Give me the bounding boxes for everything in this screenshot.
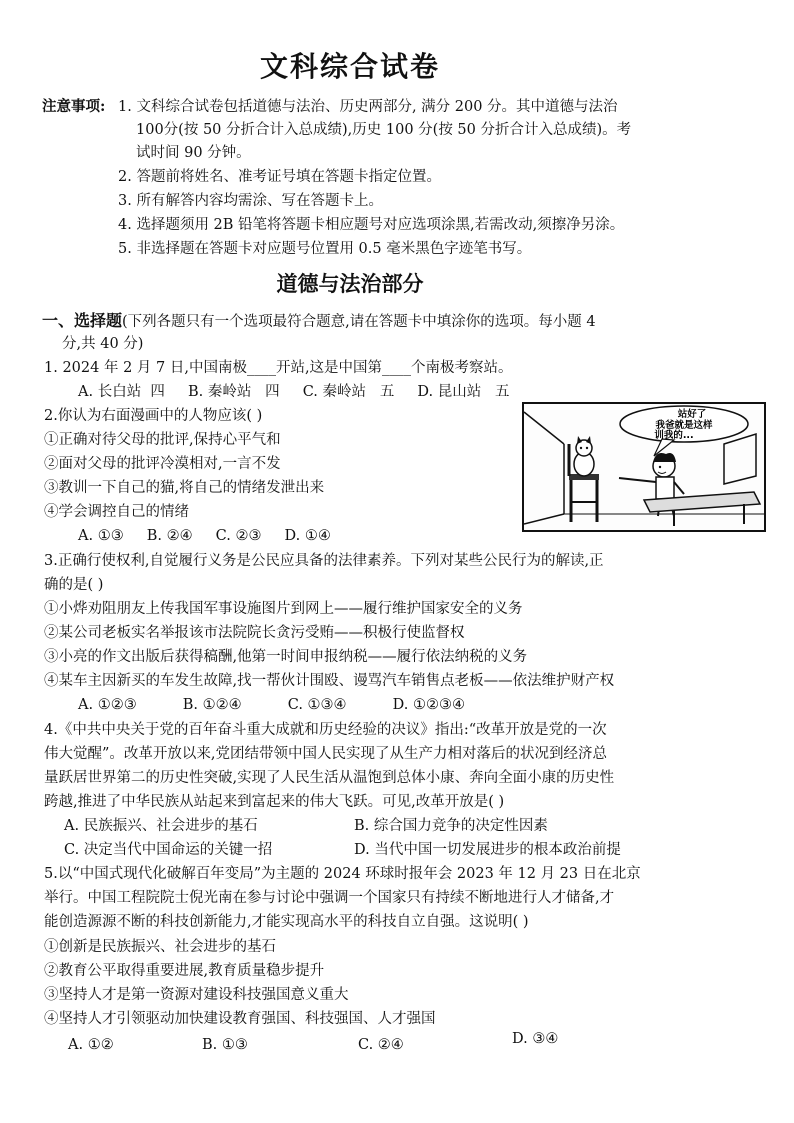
q4-stem-1: 4.《中共中央关于党的百年奋斗重大成就和历史经验的决议》指出:“改革开放是党的一次 [44,722,607,738]
q5-statement-4: ④坚持人才引领驱动加快建设教育强国、科技强国、人才强国 [44,1011,436,1027]
q3-options: A. ①②③ B. ①②④ C. ①③④ D. ①②③④ [78,697,465,713]
notice-label: 注意事项: [42,98,106,115]
q5-option-c: C. ②④ [358,1037,404,1053]
bubble-line-1: 站好了 [677,409,707,420]
q3-stem-cont: 确的是( ) [44,577,104,593]
q2-statement-4: ④学会调控自己的情绪 [44,504,189,520]
q3-statement-4: ④某车主因新买的车发生故障,找一帮伙计围殴、谩骂汽车销售点老板——依法维护财产权 [44,673,615,689]
q5-stem-2: 举行。中国工程院院士倪光南在参与讨论中强调一个国家只有持续不断地进行人才储备,才 [44,890,615,906]
cartoon-image [522,402,766,532]
q5-statement-1: ①创新是民族振兴、社会进步的基石 [44,939,276,955]
q2-stem: 2.你认为右面漫画中的人物应该( ) [44,408,263,424]
q2-statement-3: ③教训一下自己的猫,将自己的情绪发泄出来 [44,480,325,496]
q2-statement-2: ②面对父母的批评冷漠相对,一言不发 [44,456,281,472]
q4-option-b: B. 综合国力竞争的决定性因素 [354,818,548,834]
cartoon-drawing [524,404,764,530]
part-label: 一、选择题 [42,311,123,330]
q4-option-c: C. 决定当代中国命运的关键一招 [64,842,273,858]
q3-statement-3: ③小亮的作文出版后获得稿酬,他第一时间申报纳税——履行依法纳税的义务 [44,649,528,665]
part-desc: (下列各题只有一个选项最符合题意,请在答题卡中填涂你的选项。每小题 4 [122,314,596,330]
notice-item-1-cont: 100分(按 50 分折合计入总成绩),历史 100 分(按 50 分折合计入总成绩)。考 [136,122,632,138]
q5-statement-2: ②教育公平取得重要进展,教育质量稳步提升 [44,963,325,979]
notice-item-5: 5. 非选择题在答题卡对应题号位置用 0.5 毫米黑色字迹笔书写。 [118,241,532,257]
q3-statement-2: ②某公司老板实名举报该市法院院长贪污受贿——积极行使监督权 [44,625,465,641]
q1-stem: 1. 2024 年 2 月 7 日,中国南极____开站,这是中国第____个南极考察站。 [44,360,513,376]
q2-options: A. ①③ B. ②④ C. ②③ D. ①④ [78,528,331,544]
notice-item-2: 2. 答题前将姓名、准考证号填在答题卡指定位置。 [118,169,441,185]
part-desc-cont: 分,共 40 分) [62,336,144,352]
q1-options: A. 长白站 四 B. 秦岭站 四 C. 秦岭站 五 D. 昆山站 五 [78,384,510,400]
q4-stem-3: 量跃居世界第二的历史性突破,实现了人民生活从温饱到总体小康、奔向全面小康的历史性 [44,770,615,786]
q5-stem-1: 5.以“中国式现代化破解百年变局”为主题的 2024 环球时报年会 2023 年 12 月 23 日在北京 [44,866,641,882]
notice-item-1-cont2: 试时间 90 分钟。 [136,145,251,161]
q4-stem-2: 伟大觉醒”。改革开放以来,党团结带领中国人民实现了从生产力相对落后的状况到经济总 [44,746,608,762]
q4-stem-4: 跨越,推进了中华民族从站起来到富起来的伟大飞跃。可见,改革开放是( ) [44,794,505,810]
q5-stem-3: 能创造源源不断的科技创新能力,才能实现高水平的科技自立自强。这说明( ) [44,914,529,930]
q3-stem: 3.正确行使权利,自觉履行义务是公民应具备的法律素养。下列对某些公民行为的解读,正 [44,553,604,569]
notice-item-4: 4. 选择题须用 2B 铅笔将答题卡相应题号对应选项涂黑,若需改动,须擦净另涂。 [118,217,625,233]
bubble-line-2: 我爸就是这样 [655,420,713,431]
bubble-line-3: 训我的... [654,430,694,441]
section-title: 道德与法治部分 [276,272,424,296]
part-header [42,311,596,332]
q5-statement-3: ③坚持人才是第一资源对建设科技强国意义重大 [44,987,349,1003]
q3-statement-1: ①小烨劝阻朋友上传我国军事设施图片到网上——履行维护国家安全的义务 [44,601,523,617]
q5-option-b: B. ①③ [202,1037,248,1053]
q4-option-a: A. 民族振兴、社会进步的基石 [64,818,258,834]
notice-item-3: 3. 所有解答内容均需涂、写在答题卡上。 [118,193,383,209]
notice-item-1: 1. 文科综合试卷包括道德与法治、历史两部分, 满分 200 分。其中道德与法治 [118,99,618,115]
q4-option-d: D. 当代中国一切发展进步的根本政治前提 [354,842,621,858]
q2-statement-1: ①正确对待父母的批评,保持心平气和 [44,432,281,448]
q5-option-d: D. ③④ [512,1031,559,1047]
exam-title: 文科综合试卷 [259,50,440,83]
q5-option-a: A. ①② [68,1037,114,1053]
